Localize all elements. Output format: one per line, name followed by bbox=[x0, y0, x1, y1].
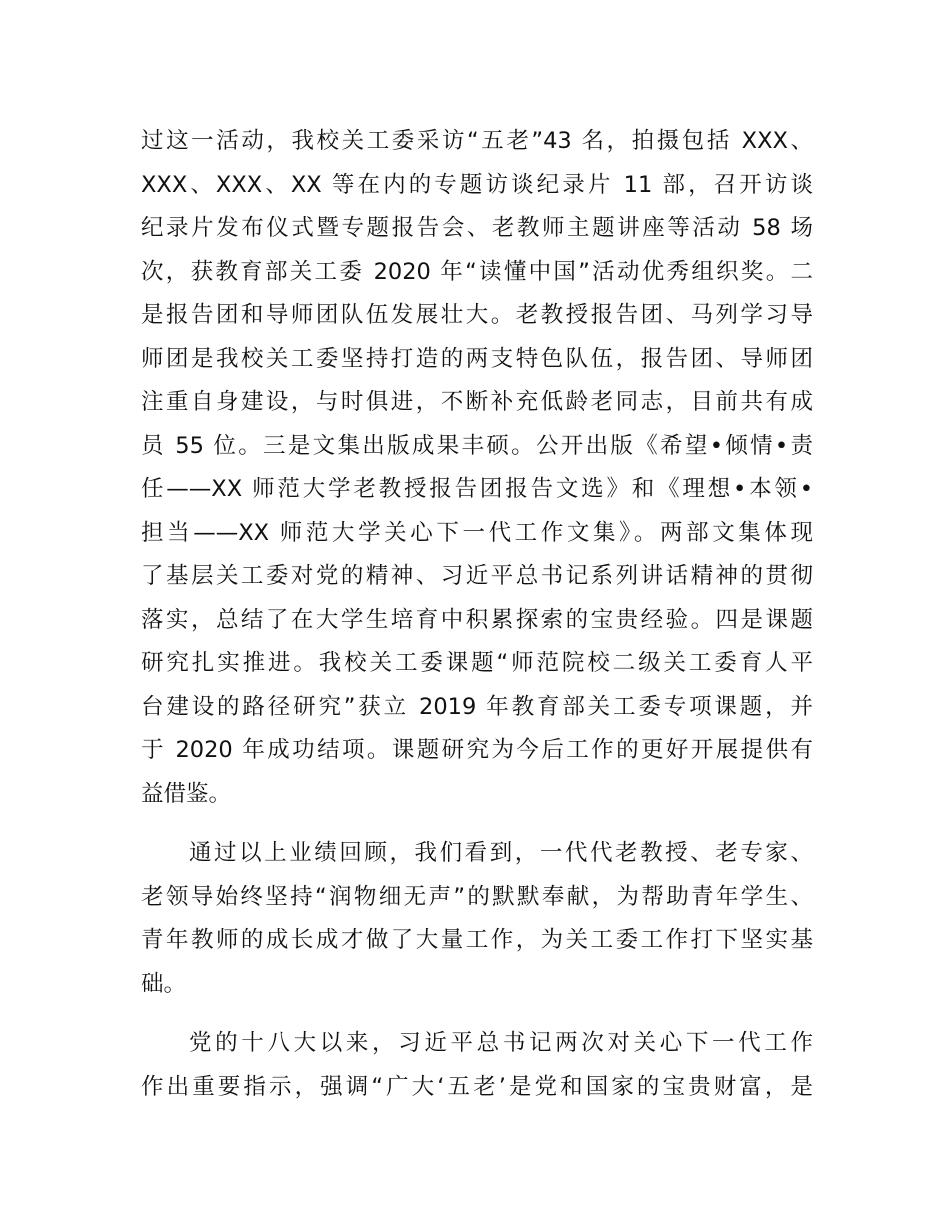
text-line: 青年教师的成长成才做了大量工作，为关工委工作打下坚实基 bbox=[141, 927, 813, 953]
text-line: 次，获教育部关工委 2020 年“读懂中国”活动优秀组织奖。二 bbox=[141, 258, 813, 285]
paragraph-spacer bbox=[141, 816, 813, 832]
text-line: 于 2020 年成功结项。课题研究为今后工作的更好开展提供有 bbox=[141, 737, 813, 763]
paragraph-1 bbox=[141, 120, 813, 816]
text-line: 是报告团和导师团队伍发展壮大。老教授报告团、马列学习导 bbox=[141, 302, 813, 328]
text-line: 落实，总结了在大学生培育中积累探索的宝贵经验。四是课题 bbox=[141, 606, 813, 633]
paragraph-3 bbox=[141, 1022, 813, 1109]
text-line: 纪录片发布仪式暨专题报告会、老教师主题讲座等活动 58 场 bbox=[141, 215, 813, 241]
text-line: 益借鉴。 bbox=[141, 780, 232, 807]
text-line: 作出重要指示，强调“广大‘五老’是党和国家的宝贵财富，是 bbox=[141, 1073, 813, 1100]
text-line: 员 55 位。三是文集出版成果丰硕。公开出版《希望•倾情•责 bbox=[141, 432, 813, 459]
text-line: 党的十八大以来，习近平总书记两次对关心下一代工作 bbox=[189, 1030, 813, 1056]
text-line: 任——XX 师范大学老教授报告团报告文选》和《理想•本领• bbox=[141, 476, 813, 502]
text-line: 研究扎实推进。我校关工委课题“师范院校二级关工委育人平 bbox=[141, 650, 813, 676]
text-line: 注重自身建设，与时俱进，不断补充低龄老同志，目前共有成 bbox=[141, 389, 813, 415]
text-line: 过这一活动，我校关工委采访“五老”43 名，拍摄包括 XXX、 bbox=[141, 128, 813, 154]
text-line: 础。 bbox=[141, 970, 187, 997]
text-line: 老领导始终坚持“润物细无声”的默默奉献，为帮助青年学生、 bbox=[141, 883, 813, 910]
text-line: 担当——XX 师范大学关心下一代工作文集》。两部文集体现 bbox=[141, 519, 813, 546]
text-line: 通过以上业绩回顾，我们看到，一代代老教授、老专家、 bbox=[189, 840, 813, 866]
paragraph-2 bbox=[141, 832, 813, 1006]
text-line: 台建设的路径研究”获立 2019 年教育部关工委专项课题，并 bbox=[141, 693, 813, 720]
text-line: XXX、XXX、XX 等在内的专题访谈纪录片 11 部，召开访谈 bbox=[141, 171, 813, 198]
text-line: 师团是我校关工委坚持打造的两支特色队伍，报告团、导师团 bbox=[141, 345, 813, 372]
document-page bbox=[141, 120, 813, 1109]
text-line: 了基层关工委对党的精神、习近平总书记系列讲话精神的贯彻 bbox=[141, 563, 813, 589]
paragraph-spacer bbox=[141, 1006, 813, 1022]
